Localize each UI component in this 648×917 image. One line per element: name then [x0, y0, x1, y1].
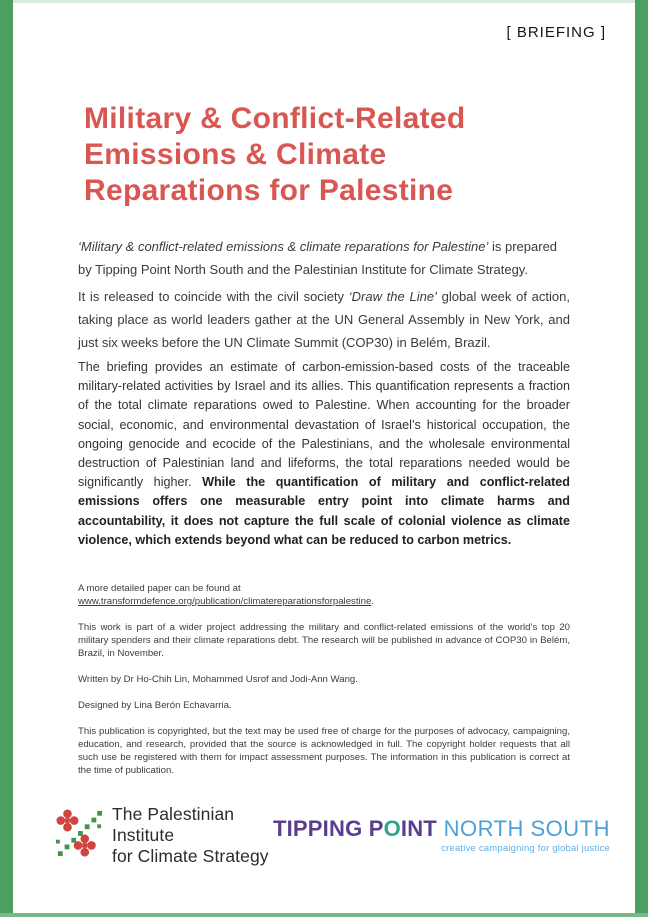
title-line-1: Military & Conflict-Related — [84, 102, 466, 135]
tpns-north-south: NORTH SOUTH — [436, 816, 610, 841]
tpns-o: O — [383, 816, 401, 841]
copyright-paragraph: This publication is copyrighted, but the text may be used free of charge for the purposes of advocacy, campaigning, education, and research, provided that the source is acknowledged in full. The copyright holder requests that all such use be registered with them for impact assessment purposes. The information in this publication is correct at the time of publication. — [78, 726, 570, 777]
document-body — [0, 101, 648, 777]
designed-by-line: Designed by Lina Berón Echavarria. — [78, 700, 232, 712]
release-text-after: global week of action, taking place as world leaders gather at the UN General Assembly in New York, and just six weeks before the UN Climate Summit (COP30) in Belém, Brazil. — [78, 289, 570, 350]
title-line-2: Emissions & Climate — [84, 138, 387, 171]
link-period: . — [371, 596, 374, 608]
left-green-border — [0, 0, 13, 913]
tpns-logo-text — [273, 816, 610, 842]
summary-normal-text: The briefing provides an estimate of carbon-emission-based costs of the traceable military-related activities by Israel and its allies. This quantification represents a fraction of the total climate reparations owed to Palestine. When accounting for the broader social, economic, and environmental devastation of Israel’s historical occupation, the ongoing genocide and ecocide of the Palestinians, and the wholesale environmental destruction of Palestinian land and lifeforms, the total reparations needed would be significantly higher. — [78, 360, 570, 490]
tpns-tipping-p: TIPPING P — [272, 816, 384, 841]
draw-the-line-quote: ‘Draw the Line’ — [348, 289, 437, 304]
publication-link[interactable]: www.transformdefence.org/publication/climatereparationsforpalestine — [78, 596, 372, 608]
written-by-line: Written by Dr Ho-Chih Lin, Mohammed Usrof and Jodi-Ann Wang. — [78, 674, 358, 686]
found-at-text: A more detailed paper can be found at — [78, 583, 241, 595]
wider-project-paragraph: This work is part of a wider project addressing the military and conflict-related emissions of the world’s top 20 military spenders and their climate reparations debt. The research will be published in advance of COP30 in Belém, Brazil, in November. — [78, 622, 570, 660]
prepared-by-paragraph — [78, 235, 570, 281]
logo-footer — [55, 803, 610, 866]
briefing-badge: [ BRIEFING ] — [506, 24, 606, 41]
briefing-summary-paragraph — [78, 358, 570, 550]
tpns-int: INT — [400, 816, 437, 841]
release-text-before: It is released to coincide with the civil society — [78, 289, 349, 304]
tipping-point-logo — [273, 816, 610, 854]
pics-logo-line-1: The Palestinian Institute — [112, 803, 235, 845]
release-context-paragraph — [78, 285, 570, 354]
report-title-quote: ‘Military & conflict-related emissions & climate reparations for Palestine’ — [78, 239, 489, 254]
page-title — [84, 101, 570, 209]
top-green-border — [13, 0, 635, 3]
summary-bold-text: While the quantification of military and conflict-related emissions offers one measurable entry point into climate harms and accountability, it does not capture the full scale of colonial violence as climate violence, which extends beyond what can be reduced to carbon metrics. — [78, 475, 570, 547]
palestinian-institute-logo — [55, 804, 273, 867]
details-section — [78, 582, 570, 777]
prepared-by-text: is prepared by Tipping Point North South and the Palestinian Institute for Climate Strategy. — [78, 239, 558, 277]
bottom-green-border — [0, 913, 648, 917]
tpns-tagline: creative campaigning for global justice — [441, 843, 610, 854]
title-line-3: Reparations for Palestine — [84, 174, 454, 207]
right-green-border — [635, 0, 648, 913]
pics-logo-icon — [55, 808, 103, 863]
detailed-paper-note — [78, 582, 570, 608]
pics-logo-text — [112, 804, 273, 867]
pics-logo-line-2: for Climate Strategy — [112, 845, 269, 866]
